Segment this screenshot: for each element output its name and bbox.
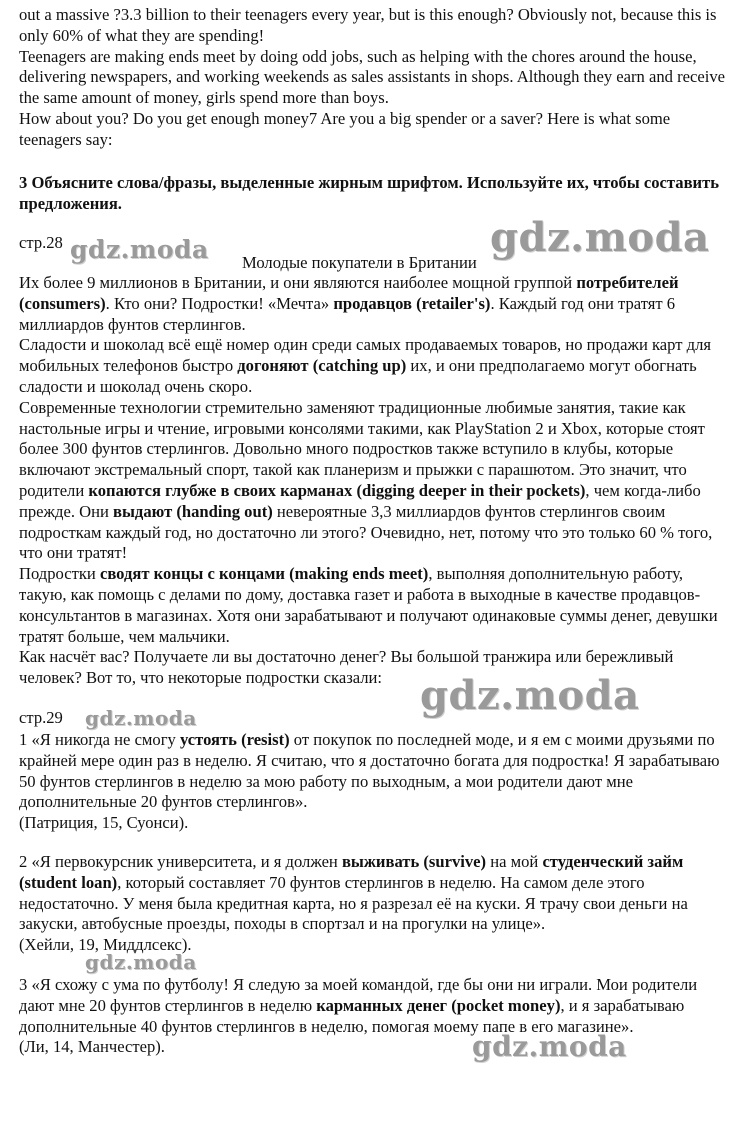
article-title: Молодые покупатели в Британии: [242, 253, 477, 272]
english-paragraph: How about you? Do you get enough money7 Are you a big spender or a saver? Here is what some teenagers say:: [19, 108, 671, 149]
watermark-logo: gdz.moda: [85, 706, 197, 730]
task-text: 3 Объясните слова/фразы, выделенные жирным шрифтом. Используйте их, чтобы составить предложения.: [19, 173, 720, 213]
paragraph: Как насчёт вас? Получаете ли вы достаточно денег? Вы большой транжира или бережливый человек? Вот то, что некоторые подростки сказали:: [19, 647, 674, 688]
quote-signature: (Патриция, 15, Суонси).: [19, 813, 189, 833]
paragraph: Современные технологии стремительно заменяют традиционные любимые занятия, такие как настольные игры и чтение, игровыми консолями такими, как PlayStation 2 и Xbox, которые стоят более 300 фунтов стерлингов. Довольно много подростков также вступило в клубы, которые включают экстремальный спорт, такой как планеризм и прыжки с парашютом. Это значит, что родители копаются глубже в своих карманах (digging deeper in their pockets), чем когда-либо прежде. Они выдают (handing out) невероятные 3,3 миллиардов фунтов стерлингов своим подросткам каждый год, но достаточно ли этого? Очевидно, нет, потому что это только 60 % того, что они тратят!: [19, 397, 713, 563]
bold-term: студенческий займ (student loan): [19, 852, 684, 892]
watermark-logo: gdz.moda: [85, 950, 197, 974]
watermark-logo: gdz.moda: [420, 672, 640, 719]
quote-3: 3 «Я схожу с ума по футболу! Я следую за моей командой, где бы они ни играли. Мои родители дают мне 20 фунтов стерлингов в неделю карманных денег (pocket money), и я зарабатываю дополнительные 40 фунтов стерлингов в неделю, помогая моему папе в его магазине». (Ли, 14, Манчестер).: [19, 975, 731, 1058]
quote-signature: (Хейли, 19, Миддлсекс).: [19, 935, 192, 955]
quote-2: 2 «Я первокурсник университета, и я должен выживать (survive) на мой студенческий займ (student loan), который составляет 70 фунтов стерлингов в неделю. На самом деле этого недостаточно. У меня была кредитная карта, но я разрезал её на куски. Я трачу свои деньги на закуски, автобусные проезды, походы в спортзал и на прогулки на улице». (Хейли, 19, Миддлсекс).: [19, 852, 731, 956]
watermark-logo: gdz.moda: [70, 235, 209, 264]
quote-1: 1 «Я никогда не смогу устоять (resist) от покупок по последней моде, и я ем с моими друзьями по крайней мере один раз в неделю. Я считаю, что я достаточно богата для подростка! Я зарабатываю 50 фунтов стерлингов в неделю за мою работу по выходным, а мои родители дают мне дополнительные 20 фунтов стерлингов». (Патриция, 15, Суонси).: [19, 730, 731, 834]
bold-term: выживать (survive): [341, 852, 487, 871]
english-paragraph: Teenagers are making ends meet by doing odd jobs, such as helping with the chores around the house, delivering newspapers, and working weekends as sales assistants in shops. Although they earn and receive the same amount of money, girls spend more than boys.: [19, 46, 725, 108]
bold-term: карманных денег (pocket money): [316, 995, 561, 1015]
translation-text: [19, 273, 731, 689]
bold-term: выдают (handing out): [113, 501, 273, 521]
bold-term: копаются глубже в своих карманах (digging deeper in their pockets): [88, 480, 586, 500]
page-label-29: стр.29: [19, 708, 63, 727]
watermark-logo: gdz.moda: [472, 1030, 627, 1063]
paragraph: Подростки сводят концы с концами (making ends meet), выполняя дополнительную работу, такую, как помощь с делами по дому, доставка газет и работа в выходные в качестве продавцов-консультантов в магазинах. Хотя они зарабатывают и получают одинаковые суммы денег, девушки тратят больше, чем мальчики.: [19, 564, 718, 646]
task-instruction: [19, 173, 731, 215]
bold-term: продавцов (retailer's): [333, 293, 491, 313]
page-label-28: стр.28: [19, 233, 63, 252]
paragraph: Сладости и шоколад всё ещё номер один среди самых продаваемых товаров, но продажи карт для мобильных телефонов быстро догоняют (catching up) их, и они предполагаемо могут обогнать сладости и шоколад очень скоро.: [19, 335, 711, 396]
paragraph: Их более 9 миллионов в Британии, и они являются наиболее мощной группой потребителей (consumers). Кто они? Подростки! «Мечта» продавцов (retailer's). Каждый год они тратят 6 миллиардов фунтов стерлингов.: [19, 273, 679, 334]
bold-term: устоять (resist): [179, 730, 290, 749]
bold-term: сводят концы с концами (making ends meet): [99, 564, 429, 584]
watermark-logo: gdz.moda: [490, 214, 710, 261]
bold-term: догоняют (catching up): [237, 356, 407, 376]
quote-signature: (Ли, 14, Манчестер).: [19, 1037, 165, 1057]
bold-term: потребителей (consumers): [19, 273, 679, 313]
english-text: [19, 5, 731, 151]
english-paragraph: out a massive ?3.3 billion to their teenagers every year, but is this enough? Obviously not, because this is only 60% of what they are spending!: [19, 5, 717, 45]
